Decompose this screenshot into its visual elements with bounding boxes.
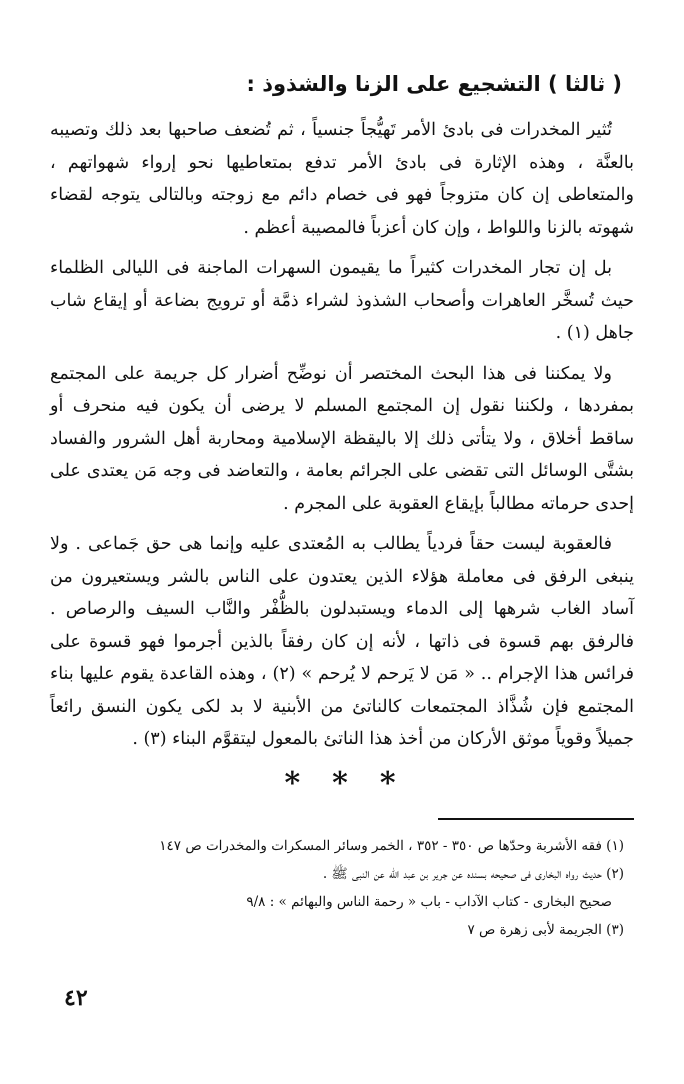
footnote-3: (٣) الجريمة لأبى زهرة ص ٧ [467,921,624,938]
paragraph-1: تُثير المخدرات فى بادئ الأمر تَهيُّجاً جنسياً ، ثم تُضعف صاحبها بعد ذلك وتصيبه بالعنَّة ، وهذه الإثارة فى بادئ الأمر تدفع بمتعاطيها نحو إرواء شهواتهم ، والمتعاطى إن كان متزوجاً فهو فى خصام دائم مع زوجته وبالتالى يتوجه لقضاء شهوته بالزنا واللواط ، وإن كان أعزباً فالمصيبة أعظم . [50,120,634,238]
asterisk-separator [50,764,634,804]
paragraph-4: فالعقوبة ليست حقاً فردياً يطالب به المُعتدى عليه وإنما هى حق جَماعى . ولا ينبغى الرفق فى معاملة هؤلاء الذين يعتدون على الناس بالشر ويستعيرون من آساد الغاب شرهها إلى الدماء ويستبدلون بالظُّفْر والنَّاب السيف والرصاص . فالرفق بهم قسوة فى ذاتها ، لأنه إن كان رفقاً بالذين أجرموا فهو قسوة على فرائس هذا الإجرام .. « مَن لا يَرحم لا يُرحم » (٢) ، وهذه القاعدة يقوم عليها بناء المجتمع فإن شُذَّاذ المجتمعات كالناتئ من الأبنية لا بد لكى يكون النسق رائعاً جميلاً وقوياً موثق الأركان من أخذ هذا الناتئ بالمعول ليتقوَّم البناء (٣) . [50,534,634,749]
footnote-2: (٢) حديث رواه البخارى فى صحيحه بسنده عن جرير بن عبد الله عن النبى ﷺ . [322,865,624,882]
paragraph-2: بل إن تجار المخدرات كثيراً ما يقيمون السهرات الماجنة فى الليالى الظلماء حيث تُسخَّر العاهرات وأصحاب الشذوذ لشراء ذمَّة أو ترويج بضاعة أو إيقاع شاب جاهل (١) . [50,258,634,343]
footnote-divider [438,818,634,820]
asterisk: * [379,765,400,801]
asterisk: * [284,765,305,801]
section-heading: ( ثالثا ) التشجيع على الزنا والشذوذ : [246,72,622,96]
asterisk: * [332,765,352,801]
footnotes [50,832,634,944]
paragraph-3: ولا يمكننا فى هذا البحث المختصر أن نوضِّح أضرار كل جريمة على المجتمع بمفردها ، ولكننا نقول إن المجتمع المسلم لا يرضى أن يكون فيه منحرف أو ساقط أخلاق ، ولا يتأتى ذلك إلا باليقظة الإسلامية ومحاربة أهل الشرور والفساد بشتَّى الوسائل التى تقضى على الجرائم بعامة ، والتعاضد فى وجه مَن يعتدى على إحدى حرماته مطالباً بإيقاع العقوبة على المجرم . [50,363,634,514]
footnote-1: (١) فقه الأشربة وحدّها ص ٣٥٠ - ٣٥٢ ، الخمر وسائر المسكرات والمخدرات ص ١٤٧ [159,837,624,854]
footnote-2-continuation: صحيح البخارى - كتاب الآداب - باب « رحمة الناس والبهائم » : ٩/٨ [246,893,612,910]
page-number: ٤٢ [64,985,88,1011]
